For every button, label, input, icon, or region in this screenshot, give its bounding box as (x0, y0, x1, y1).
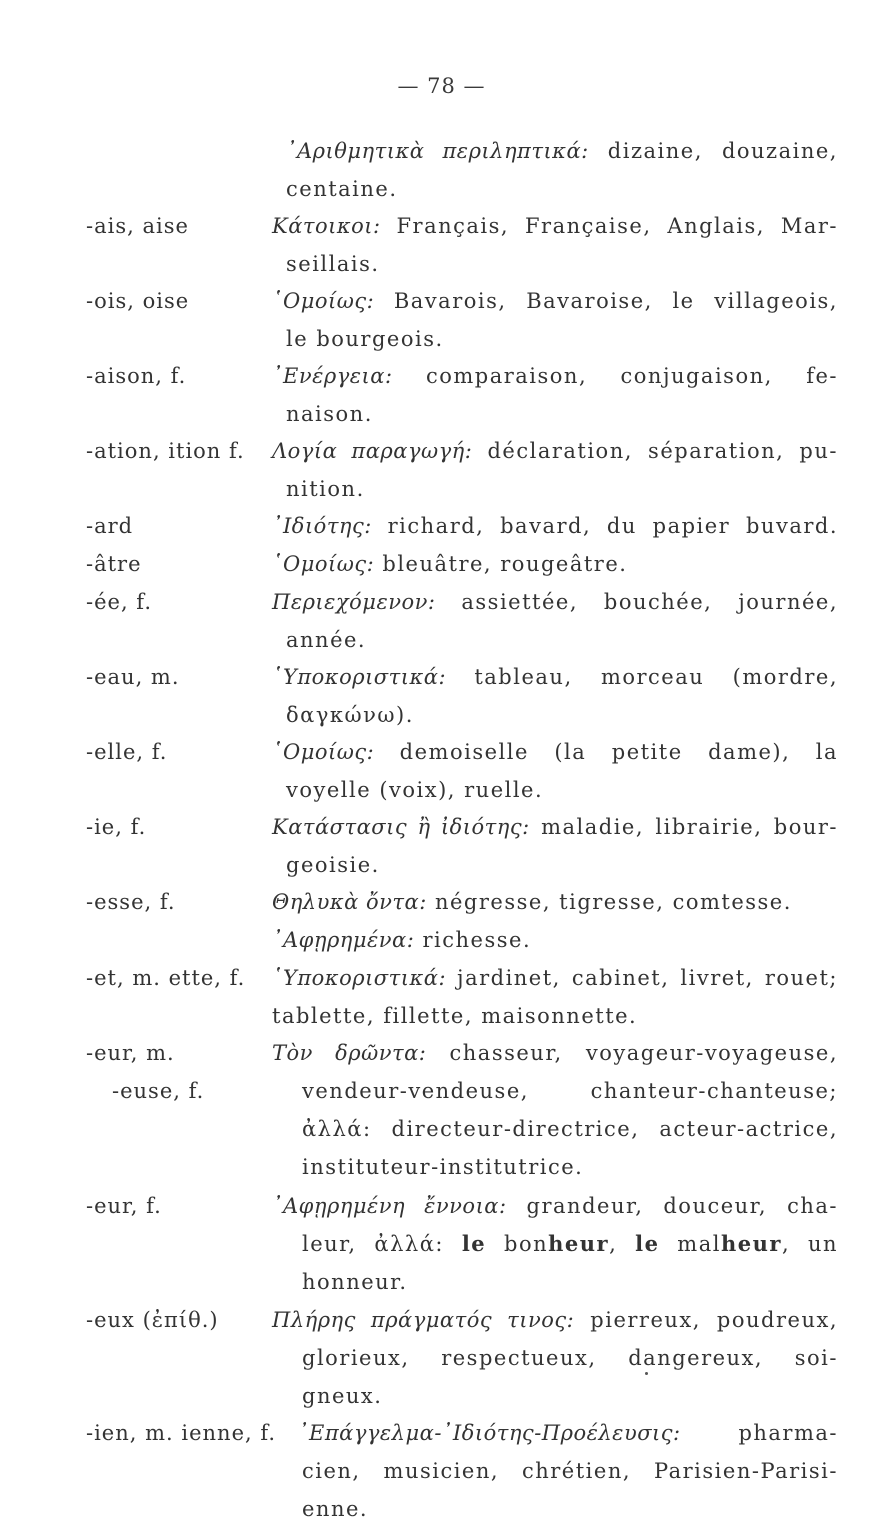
suffix-label: -eur, f. (86, 1194, 162, 1218)
definition-line (272, 1414, 838, 1452)
greek-label: Περιεχόμενον: (272, 590, 436, 614)
greek-label: ῾Ομοίως: (272, 552, 375, 576)
suffix-label: -aison, f. (86, 364, 187, 388)
definition-eur-m (272, 1034, 838, 1186)
definition-text: enne. (302, 1497, 369, 1521)
definition-text: pierreux, poudreux, (574, 1308, 838, 1332)
definition-text: nition. (286, 477, 365, 501)
definition-line (272, 1490, 838, 1528)
definition-eau (272, 658, 838, 734)
definition-text: richard, bavard, du papier buvard. (371, 514, 838, 538)
definition-text: bleuâtre, rougeâtre. (374, 552, 628, 576)
definition-text: année. (286, 628, 367, 652)
definition-text: assiettée, bouchée, journée, (435, 590, 838, 614)
definition-text: centaine. (286, 177, 398, 201)
definition-line (272, 357, 838, 395)
definition-atre (272, 545, 838, 583)
definition-text: négresse, tigresse, comtesse. (426, 890, 792, 914)
definition-line (272, 170, 838, 208)
definition-line (272, 545, 838, 583)
definition-text: voyelle (voix), ruelle. (286, 778, 544, 802)
definition-eur-f (272, 1187, 838, 1301)
suffix-label: -eux (ἐπίθ.) (86, 1308, 219, 1332)
definition-line (272, 507, 838, 545)
definition-ien (272, 1414, 838, 1452)
definition-line (272, 1339, 838, 1377)
definition-text: le bourgeois. (286, 327, 444, 351)
definition-text: grandeur, douceur, cha- (506, 1194, 838, 1218)
definition-line (272, 1187, 838, 1225)
greek-label: ᾿Αφῃρημένα: (272, 928, 415, 952)
definition-text: pharma- (680, 1421, 838, 1445)
greek-label: Κατάστασις ἢ ἰδιότης: (272, 815, 530, 839)
definition-line (272, 1110, 838, 1148)
ink-speck (645, 1372, 648, 1375)
definition-text: , (609, 1232, 636, 1256)
definition-line (272, 997, 838, 1035)
definition-ee (272, 583, 838, 659)
bold-article: le (635, 1231, 660, 1256)
definition-text: comparaison, conjugaison, fe- (392, 364, 838, 388)
definition-text: bon (486, 1232, 549, 1256)
suffix-label: -ée, f. (86, 590, 153, 614)
definition-line (272, 921, 838, 959)
definition-line (272, 846, 838, 884)
definition-line (272, 1377, 838, 1415)
definition-text: Français, Française, Anglais, Mar- (380, 214, 838, 238)
definition-text: geoisie. (286, 853, 380, 877)
suffix-label: -ien, m. ienne, f. (86, 1421, 277, 1445)
definition-ation (272, 432, 838, 508)
greek-label: ῾Ομοίως: (272, 740, 375, 764)
definition-esse (272, 883, 838, 959)
greek-label: ᾿Αφῃρημένη ἔννοια: (272, 1194, 507, 1218)
definition-text: cien, musicien, chrétien, Parisien-Parisi- (302, 1459, 838, 1483)
suffix-label: -esse, f. (86, 890, 176, 914)
definition-line (272, 1452, 838, 1490)
definition-line (272, 282, 838, 320)
suffix-label: -ation, ition f. (86, 439, 245, 463)
definition-text: déclaration, séparation, pu- (472, 439, 838, 463)
definition-line (272, 207, 838, 245)
definition-line (272, 395, 838, 433)
greek-label: Τὸν δρῶντα: (272, 1041, 427, 1065)
definition-line (272, 771, 838, 809)
definition-line (272, 470, 838, 508)
suffix-label-secondary: -euse, f. (112, 1079, 205, 1103)
bold-article: le (461, 1231, 487, 1256)
definition-line (272, 658, 838, 696)
greek-label: ῾Υποκοριστικά: (272, 665, 447, 689)
suffix-label: -eur, m. (86, 1041, 175, 1065)
greek-label: Λογία παραγωγή: (272, 439, 473, 463)
definition-text: mal (659, 1232, 721, 1256)
definition-text: tablette, fillette, maisonnette. (272, 1004, 638, 1028)
definition-line (272, 1263, 838, 1301)
definition-text: seillais. (286, 252, 380, 276)
definition-line (272, 132, 838, 170)
greek-label: ᾿Επάγγελμα-᾿Ιδιότης-Προέλευσις: (298, 1421, 681, 1445)
definition-line (272, 696, 838, 734)
definition-text: δαγκώνω). (286, 703, 414, 727)
definition-line (272, 1225, 838, 1263)
suffix-label: -ard (86, 514, 134, 538)
definition-text: maladie, librairie, bour- (529, 815, 838, 839)
definition-line (272, 883, 838, 921)
suffix-label: -eau, m. (86, 665, 180, 689)
definition-text: chasseur, voyageur-voyageuse, (426, 1041, 838, 1065)
bold-suffix: heur (720, 1231, 782, 1256)
definition-aison (272, 357, 838, 433)
definition-line (272, 1301, 838, 1339)
greek-label: ᾿Αριθμητικὰ περιληπτικά: (286, 139, 589, 163)
definition-text: leur, ἀλλά: (302, 1232, 462, 1256)
definition-text: instituteur-institutrice. (302, 1155, 584, 1179)
definition-text: demoiselle (la petite dame), la (374, 740, 838, 764)
definition-text: jardinet, cabinet, livret, rouet; (446, 966, 838, 990)
definition-line (272, 808, 838, 846)
definition-ois (272, 282, 838, 358)
definition-elle (272, 733, 838, 809)
definition-ien-cont (272, 1452, 838, 1521)
definition-text: glorieux, respectueux, dangereux, soi- (302, 1346, 838, 1370)
definition-text: gneux. (302, 1384, 383, 1408)
greek-label: ᾿Ιδιότης: (272, 514, 372, 538)
greek-label: Κάτοικοι: (272, 214, 381, 238)
definition-line (272, 733, 838, 771)
definition-text: tableau, morceau (mordre, (446, 665, 838, 689)
suffix-label: -ie, f. (86, 815, 147, 839)
definition-line (272, 432, 838, 470)
definition-text: , un (781, 1232, 839, 1256)
definition-line (272, 959, 838, 997)
definition-numerals (272, 132, 838, 208)
definition-text: Bavarois, Bavaroise, le villageois, (374, 289, 838, 313)
definition-text: dizaine, douzaine, (588, 139, 838, 163)
definition-line (272, 583, 838, 621)
suffix-label: -ais, aise (86, 214, 189, 238)
page-number: — 78 — (397, 74, 486, 98)
definition-ais (272, 207, 838, 283)
suffix-label: -elle, f. (86, 740, 168, 764)
greek-label: Πλήρης πράγματός τινος: (272, 1308, 575, 1332)
definition-text: richesse. (414, 928, 532, 952)
definition-line (272, 1148, 838, 1186)
definition-line (272, 320, 838, 358)
definition-text: naison. (286, 402, 373, 426)
definition-text: honneur. (302, 1270, 408, 1294)
greek-label: ῾Υποκοριστικά: (272, 966, 447, 990)
definition-line (272, 621, 838, 659)
bold-suffix: heur (548, 1231, 610, 1256)
greek-label: ῾Ομοίως: (272, 289, 375, 313)
definition-ard (272, 507, 838, 545)
definition-text: ἀλλά: directeur-directrice, acteur-actrice, (302, 1117, 838, 1141)
definition-eux (272, 1301, 838, 1415)
suffix-label: -et, m. ette, f. (86, 966, 246, 990)
definition-text: vendeur-vendeuse, chanteur-chanteuse; (302, 1079, 838, 1103)
definition-line (272, 245, 838, 283)
suffix-label: -âtre (86, 552, 142, 576)
suffix-label: -ois, oise (86, 289, 190, 313)
definition-line (272, 1072, 838, 1110)
definition-et (272, 959, 838, 1035)
greek-label: Θηλυκὰ ὄντα: (272, 890, 427, 914)
definition-ie (272, 808, 838, 884)
greek-label: ᾿Ενέργεια: (272, 364, 393, 388)
definition-line (272, 1034, 838, 1072)
